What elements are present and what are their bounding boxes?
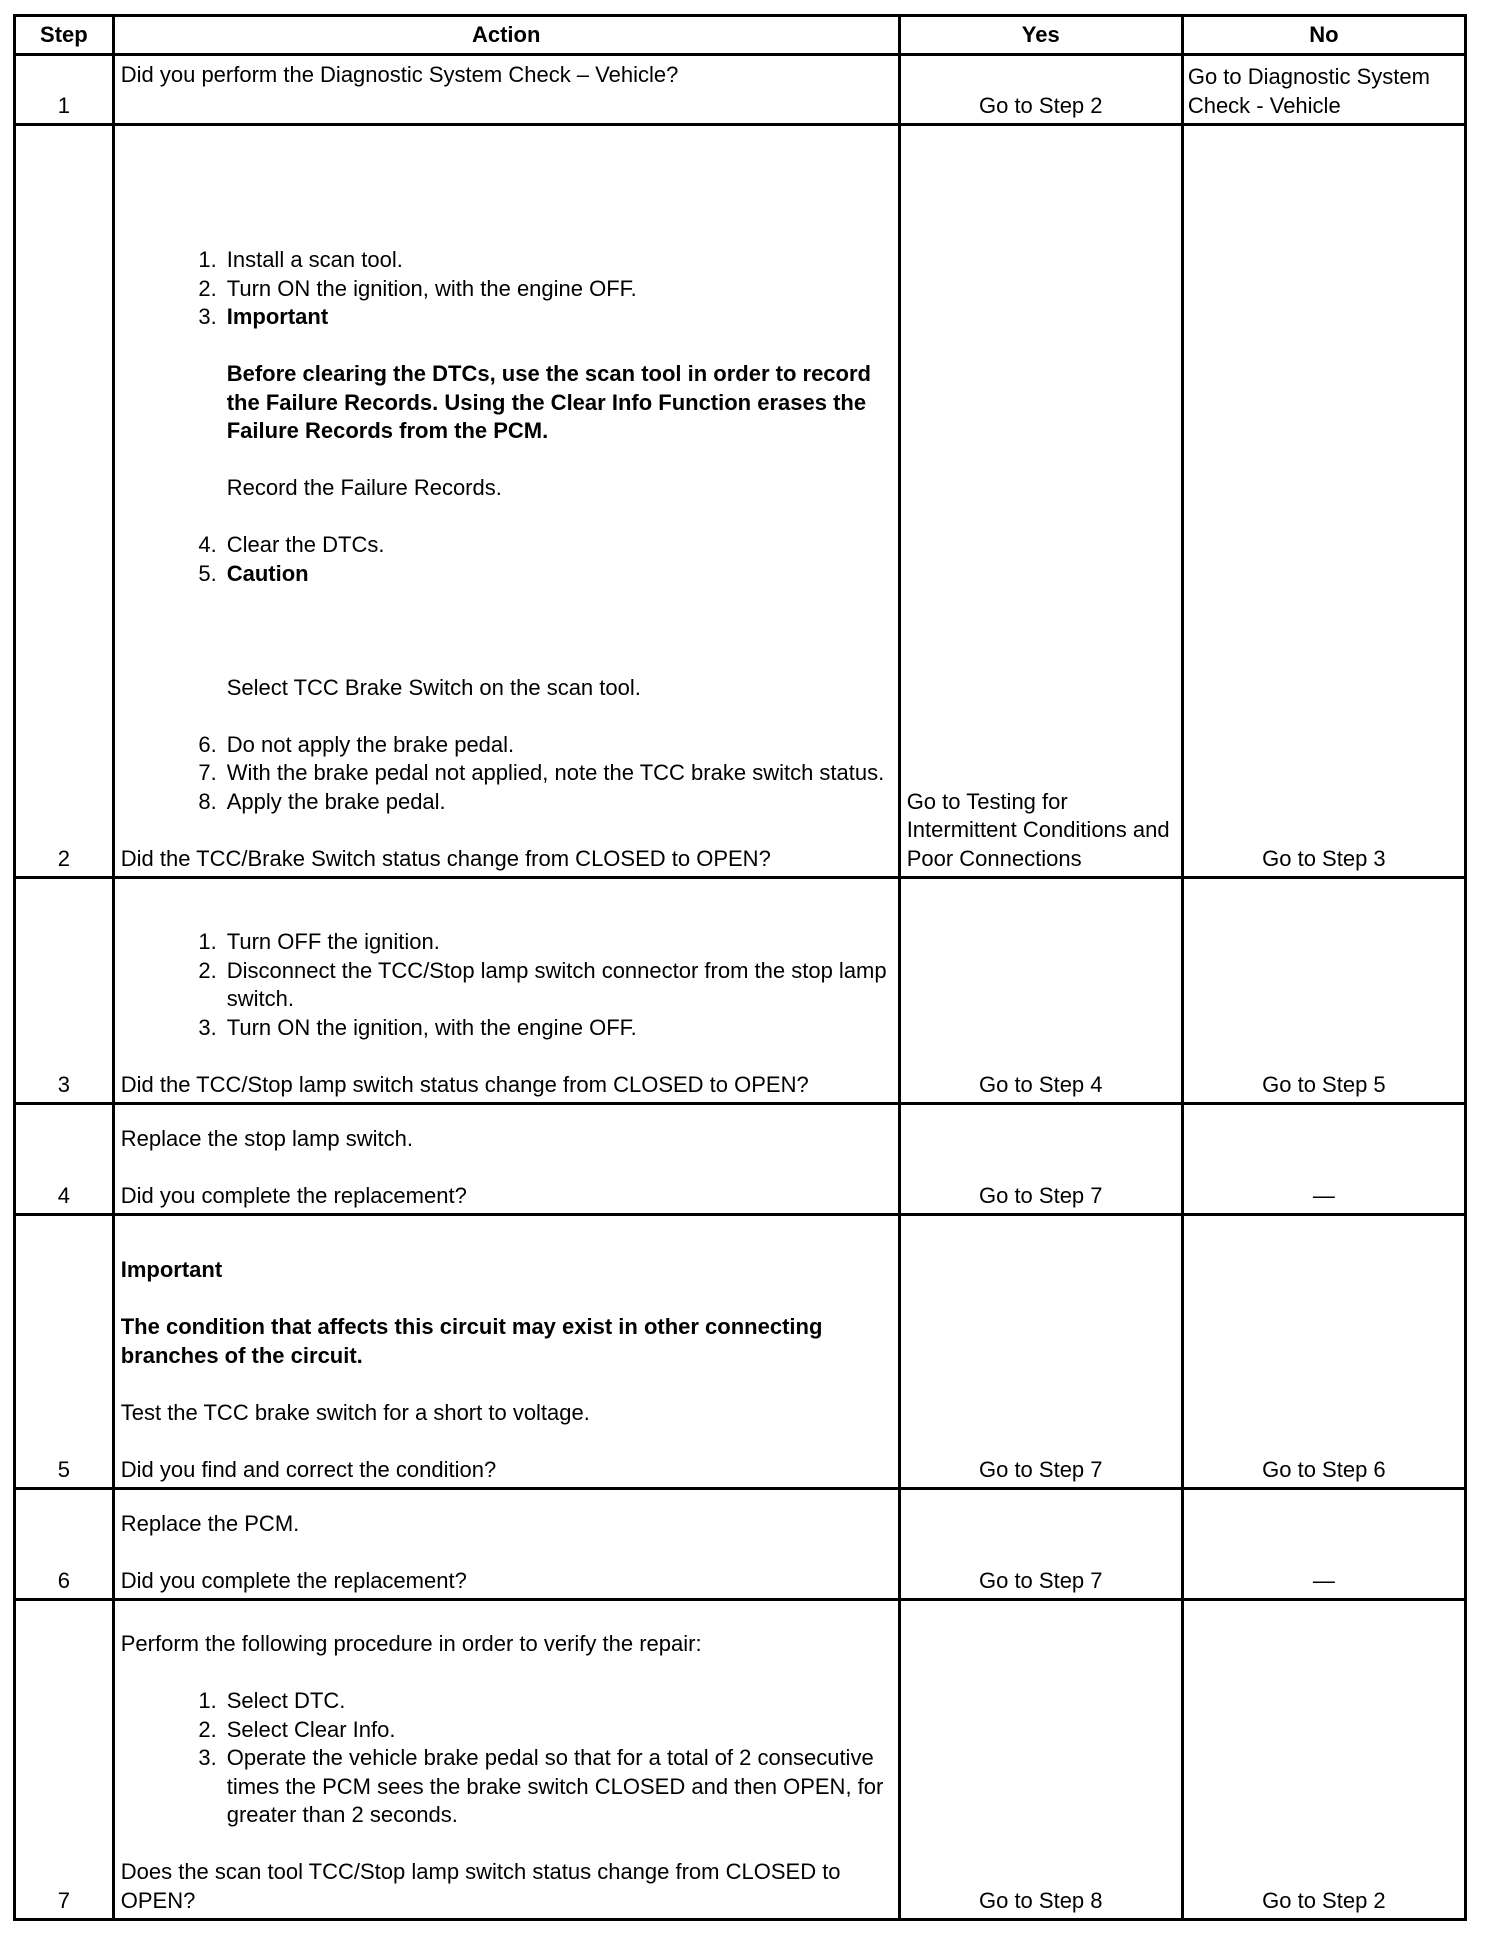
table-row-step-2 — [15, 125, 1466, 878]
list-item: 2. Disconnect the TCC/Stop lamp switch connector from the stop lamp switch. — [198, 957, 887, 1011]
yes-link[interactable]: Go to Step 2 — [899, 55, 1182, 125]
step-number: 5 — [15, 1215, 114, 1489]
table-row-step-3 — [15, 878, 1466, 1104]
select-instruction: Select TCC Brake Switch on the scan tool. — [226, 674, 641, 700]
list-item: 1. Install a scan tool. — [198, 247, 403, 272]
list-item: 2. Turn ON the ignition, with the engine OFF. — [198, 275, 637, 301]
list-item: 5. Caution — [121, 560, 892, 589]
action-question: Does the scan tool TCC/Stop lamp switch status change from CLOSED to OPEN? — [120, 1859, 841, 1913]
header-step: Step — [15, 16, 114, 55]
no-link[interactable]: Go to Step 5 — [1182, 878, 1465, 1104]
no-dash: — — [1182, 1104, 1465, 1215]
record-instruction: Record the Failure Records. — [226, 475, 502, 500]
step-number: 1 — [15, 55, 114, 125]
list-item: 7. With the brake pedal not applied, note the TCC brake switch status. — [198, 760, 885, 785]
list-item: 4. Clear the DTCs. — [198, 532, 385, 557]
step-number: 6 — [15, 1489, 114, 1600]
no-link[interactable]: Go to Diagnostic System Check - Vehicle — [1182, 55, 1465, 125]
table-row-step-5 — [15, 1215, 1466, 1489]
step-number: 3 — [15, 878, 114, 1104]
important-note: Before clearing the DTCs, use the scan tool in order to record the Failure Records. Using the Clear Info Function erases the Failure Records from the PCM. — [226, 361, 871, 443]
yes-link[interactable]: Go to Step 7 — [899, 1489, 1182, 1600]
step-number: 7 — [15, 1600, 114, 1920]
list-item: 2. Select Clear Info. — [198, 1716, 396, 1742]
list-item: 3. Operate the vehicle brake pedal so that for a total of 2 consecutive times the PCM sees the brake switch CLOSED and then OPEN, for greater than 2 seconds. — [198, 1745, 884, 1827]
caution-label: Caution — [226, 560, 309, 586]
action-cell — [113, 1104, 899, 1215]
list-item: 8. Apply the brake pedal. — [198, 788, 446, 814]
header-yes: Yes — [899, 16, 1182, 55]
no-link[interactable]: Go to Step 2 — [1182, 1600, 1465, 1920]
action-instruction: Test the TCC brake switch for a short to voltage. — [120, 1399, 590, 1425]
table-row-step-1 — [15, 55, 1466, 125]
list-item: 1. Turn OFF the ignition. — [198, 929, 440, 954]
action-question: Did you find and correct the condition? — [120, 1456, 497, 1482]
list-item: 3. Important — [121, 303, 892, 332]
action-question: Did you complete the replacement? — [120, 1182, 467, 1208]
yes-link[interactable]: Go to Step 7 — [899, 1104, 1182, 1215]
important-label: Important — [120, 1257, 223, 1282]
list-item: 6. Do not apply the brake pedal. — [198, 731, 515, 757]
action-question: Did you perform the Diagnostic System Check – Vehicle? — [113, 55, 899, 125]
no-link[interactable]: Go to Step 6 — [1182, 1215, 1465, 1489]
no-link[interactable]: Go to Step 3 — [1182, 125, 1465, 878]
action-question: Did the TCC/Brake Switch status change from CLOSED to OPEN? — [120, 845, 771, 871]
important-note: The condition that affects this circuit may exist in other connecting branches of the circuit. — [120, 1314, 823, 1368]
action-cell — [113, 125, 899, 878]
no-dash: — — [1182, 1489, 1465, 1600]
list-item: 1. Select DTC. — [198, 1688, 346, 1713]
yes-link[interactable]: Go to Step 4 — [899, 878, 1182, 1104]
header-no: No — [1182, 16, 1465, 55]
action-question: Did you complete the replacement? — [120, 1567, 467, 1593]
yes-link[interactable]: Go to Step 8 — [899, 1600, 1182, 1920]
yes-link[interactable]: Go to Testing for Intermittent Conditions and Poor Connections — [899, 125, 1182, 878]
action-cell — [113, 1489, 899, 1600]
action-cell — [113, 1215, 899, 1489]
action-instruction: Replace the stop lamp switch. — [120, 1125, 413, 1151]
step-number: 4 — [15, 1104, 114, 1215]
header-action: Action — [113, 16, 899, 55]
table-row-step-4 — [15, 1104, 1466, 1215]
table-row-step-7 — [15, 1600, 1466, 1920]
action-cell — [113, 1600, 899, 1920]
diagnostic-table — [13, 14, 1467, 1921]
action-intro: Perform the following procedure in order to verify the repair: — [120, 1631, 702, 1656]
header-row — [15, 16, 1466, 55]
important-label: Important — [226, 304, 329, 329]
action-instruction: Replace the PCM. — [120, 1510, 300, 1536]
action-question: Did the TCC/Stop lamp switch status change from CLOSED to OPEN? — [120, 1071, 809, 1097]
step-number: 2 — [15, 125, 114, 878]
list-item: 3. Turn ON the ignition, with the engine OFF. — [198, 1014, 637, 1040]
yes-link[interactable]: Go to Step 7 — [899, 1215, 1182, 1489]
table-row-step-6 — [15, 1489, 1466, 1600]
action-cell — [113, 878, 899, 1104]
